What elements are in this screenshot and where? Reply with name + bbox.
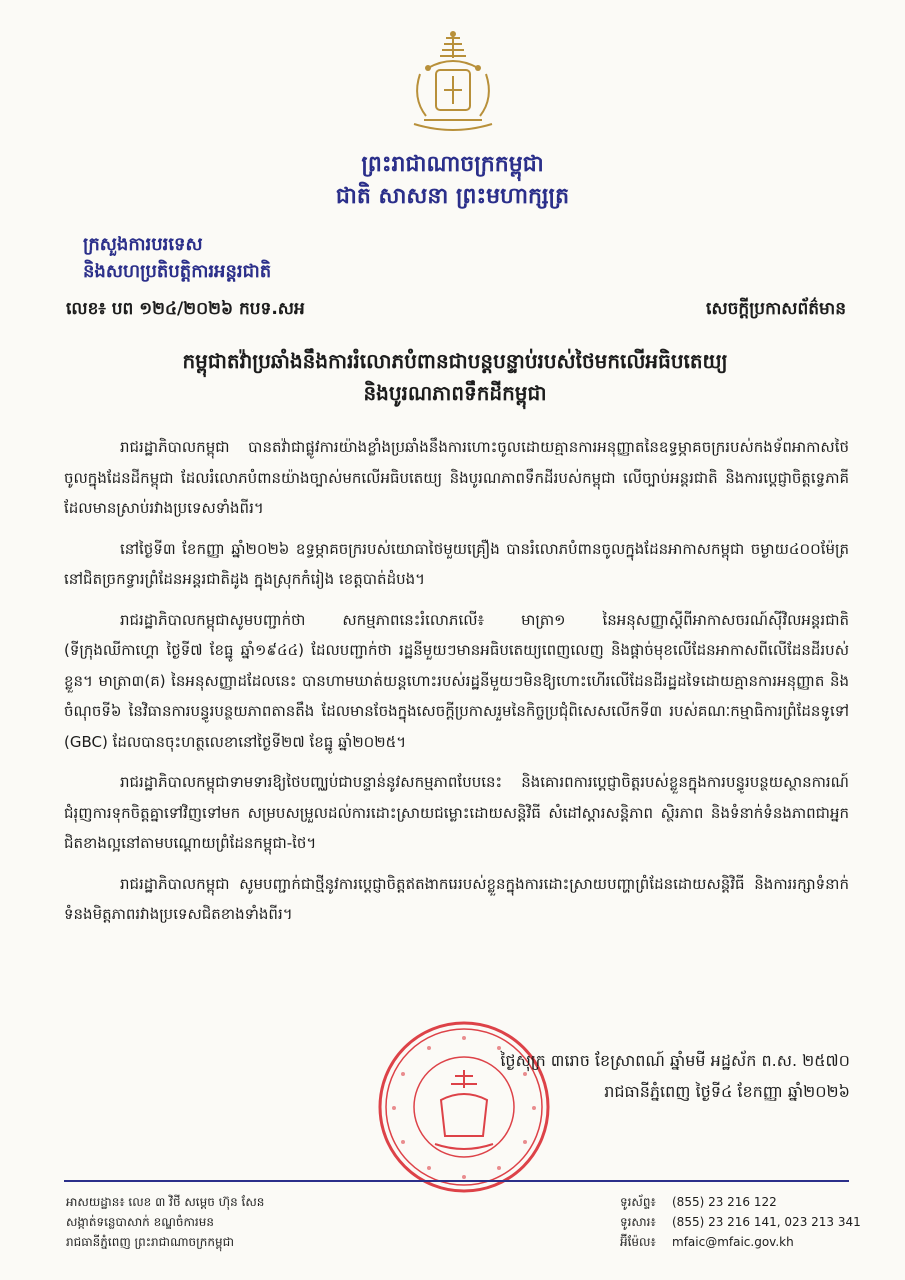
place-and-date: រាជធានីភ្នំពេញ ថ្ងៃទី៤ ខែកញ្ញា ឆ្នាំ២០២៦ [604, 1082, 850, 1101]
body-paragraph: រាជរដ្ឋាភិបាលកម្ពុជា បានតវ៉ាជាផ្លូវការយ៉ាងខ្លាំងប្រឆាំងនឹងការហោះចូលដោយគ្មានការអនុញ្ញាតនៃឧទ្ធម្ភាគចក្ររបស់កងទ័ពអាកាសថៃចូលក្នុងដែនដីកម្ពុជា ដែលរំលោភបំពានយ៉ាងច្បាស់មកលើអធិបតេយ្យ និងបូរណភាពទឹកដីរបស់កម្ពុជា លើច្បាប់អន្តរជាតិ និងការប្តេជ្ញាចិត្តទ្វេភាគីដែលមានស្រាប់រវាងប្រទេសទាំងពីរ។ [64, 438, 849, 517]
document-type: សេចក្តីប្រកាសព័ត៌មាន [706, 299, 846, 319]
document-title-line1: កម្ពុជាតវ៉ាប្រឆាំងនឹងការរំលោភបំពានជាបន្តបន្ទាប់របស់ថៃមកលើអធិបតេយ្យ [182, 349, 728, 373]
footer-address [66, 1192, 264, 1252]
footer-divider [64, 1180, 849, 1182]
document-body [64, 432, 849, 940]
body-paragraph: រាជរដ្ឋាភិបាលកម្ពុជាសូមបញ្ជាក់ថា សកម្មភាពនេះរំលោភលើ៖ មាត្រា១ នៃអនុសញ្ញាស្តីពីអាកាសចរណ៍ស៊ីវិលអន្តរជាតិ (ទីក្រុងឈីកាហ្គោ ថ្ងៃទី៧ ខែធ្នូ ឆ្នាំ១៩៤៤) ដែលបញ្ជាក់ថា រដ្ឋនីមួយៗមានអធិបតេយ្យពេញលេញ និងផ្តាច់មុខលើដែនអាកាសពីលើដែនដីរបស់ខ្លួន។ មាត្រា៣(គ) នៃអនុសញ្ញាដដែលនេះ បានហាមឃាត់យន្តហោះរបស់រដ្ឋនីមួយៗមិនឱ្យហោះហើរលើដែនដីរដ្ឋដទៃដោយគ្មានការអនុញ្ញាត និងចំណុចទី៦ នៃវិធានការបន្ធូរបន្ថយភាពតានតឹង ដែលមានចែងក្នុងសេចក្តីប្រកាសរួមនៃកិច្ចប្រជុំពិសេសលើកទី៣ របស់គណៈកម្មាធិការព្រំដែនទូទៅ (GBC) ដែលបានចុះហត្ថលេខានៅថ្ងៃទី២៧ ខែធ្នូ ឆ្នាំ២០២៥។ [64, 610, 849, 751]
lunar-date: ថ្ងៃសុក្រ ៣រោច ខែស្រាពណ៍ ឆ្នាំមមី អដ្ឋស័ក ព.ស. ២៥៧០ [500, 1051, 850, 1070]
official-seal [375, 1018, 553, 1196]
body-paragraph: នៅថ្ងៃទី៣ ខែកញ្ញា ឆ្នាំ២០២៦ ឧទ្ធម្ភាគចក្ររបស់យោធាថៃមួយគ្រឿង បានរំលោភបំពានចូលក្នុងដែនអាកាសកម្ពុជា ចម្ងាយ៤០០ម៉ែត្រ នៅជិតច្រកទ្វារព្រំដែនអន្តរជាតិដូង ក្នុងស្រុកកំរៀង ខេត្តបាត់ដំបង។ [64, 539, 849, 588]
phone-row [620, 1192, 861, 1212]
document-title-line2: និងបូរណភាពទឹកដីកម្ពុជា [363, 381, 547, 405]
address-line1: អាសយដ្ឋាន៖ លេខ ៣ វិថី សម្តេច ហ៊ុន សែន [66, 1195, 265, 1209]
fax-row [620, 1212, 861, 1232]
body-paragraph: រាជរដ្ឋាភិបាលកម្ពុជាទាមទារឱ្យថៃបញ្ឈប់ជាបន្ទាន់នូវសកម្មភាពបែបនេះ និងគោរពការប្តេជ្ញាចិត្តរបស់ខ្លួនក្នុងការបន្ធូរបន្ថយស្ថានការណ៍ ជំរុញការទុកចិត្តគ្នាទៅវិញទៅមក សម្របសម្រួលដល់ការដោះស្រាយជម្លោះដោយសន្តិវិធី សំដៅស្តារសន្តិភាព ស្ថិរភាព និងទំនាក់ទំនងភាពជាអ្នកជិតខាងល្អនៅតាមបណ្តោយព្រំដែនកម្ពុជា-ថៃ។ [64, 773, 849, 852]
royal-emblem [398, 28, 508, 138]
ministry-name-line2: និងសហប្រតិបត្តិការអន្តរជាតិ [83, 261, 272, 282]
phone-label: ទូរស័ព្ទ៖ [620, 1195, 656, 1209]
email-row [620, 1232, 861, 1252]
national-motto: ជាតិ សាសនា ព្រះមហាក្សត្រ [335, 184, 570, 209]
fax-label: ទូរសារ៖ [620, 1215, 656, 1229]
footer-contacts [620, 1192, 861, 1252]
address-line2: សង្កាត់ទន្លេបាសាក់ ខណ្ឌចំការមន [66, 1215, 214, 1229]
phone-number: (855) 23 216 122 [672, 1195, 777, 1209]
kingdom-title: ព្រះរាជាណាចក្រកម្ពុជា [361, 152, 544, 177]
email-label: អ៊ីម៉ែល៖ [620, 1235, 656, 1249]
ministry-name-line1: ក្រសួងការបរទេស [83, 234, 203, 255]
reference-number: លេខ៖ បព ១២៤/២០២៦ កបទ.សអ [66, 299, 305, 319]
fax-number: (855) 23 216 141, 023 213 341 [672, 1215, 861, 1229]
email-address[interactable]: mfaic@mfaic.gov.kh [672, 1235, 794, 1249]
address-line3: រាជធានីភ្នំពេញ ព្រះរាជាណាចក្រកម្ពុជា [66, 1235, 234, 1249]
body-paragraph: រាជរដ្ឋាភិបាលកម្ពុជា សូមបញ្ជាក់ជាថ្មីនូវការប្តេជ្ញាចិត្តឥតងាករេរបស់ខ្លួនក្នុងការដោះស្រាយបញ្ហាព្រំដែនដោយសន្តិវិធី និងការរក្សាទំនាក់ទំនងមិត្តភាពរវាងប្រទេសជិតខាងទាំងពីរ។ [64, 874, 849, 923]
